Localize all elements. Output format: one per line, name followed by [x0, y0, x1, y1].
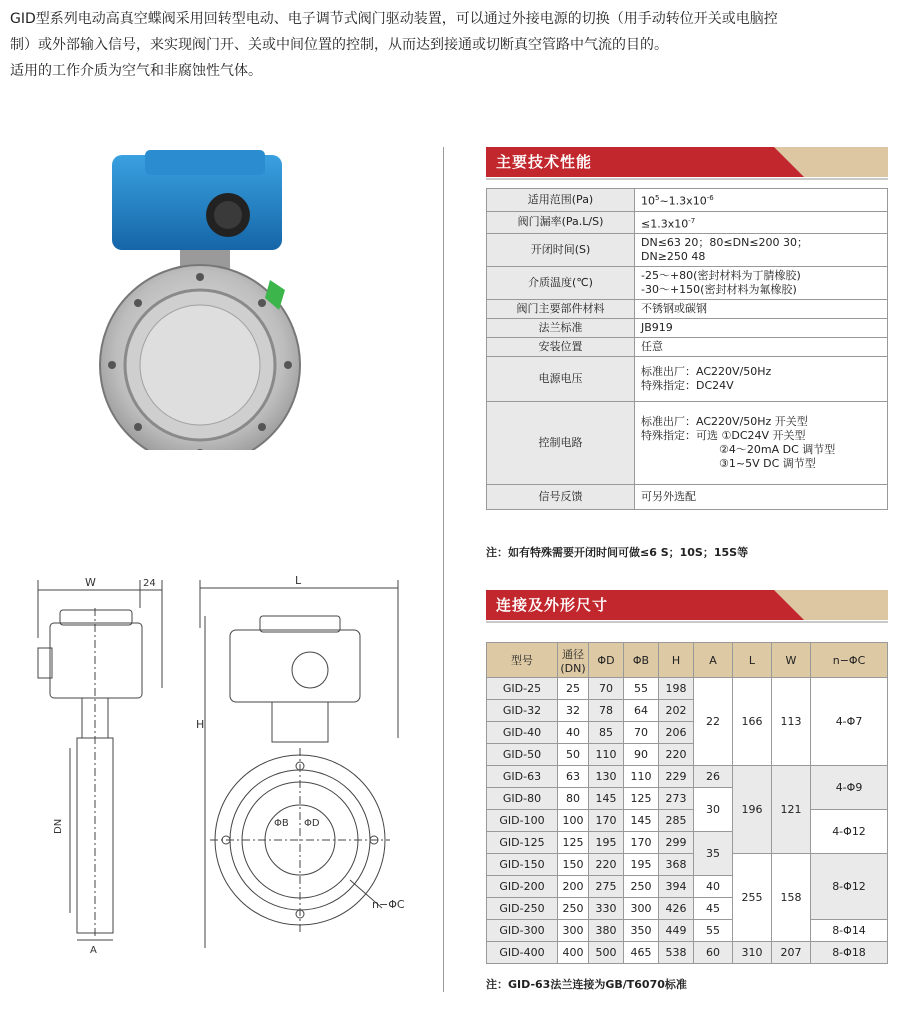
divider-line — [443, 147, 444, 992]
table-row: GID-125 125 195 170 299 35 — [487, 832, 888, 854]
spec-row — [487, 234, 888, 267]
spec-row — [487, 338, 888, 357]
spec-key: 法兰标准 — [487, 319, 635, 338]
table-row: GID-200 200 275 250 394 40 — [487, 876, 888, 898]
spec-key: 信号反馈 — [487, 485, 635, 510]
spec-row — [487, 300, 888, 319]
spec-value: DN≤63 20；80≤DN≤200 30； DN≥250 48 — [635, 234, 888, 267]
spec-row — [487, 267, 888, 300]
col-dn: 通径 (DN) — [558, 643, 589, 678]
col-nc: n−ΦC — [811, 643, 888, 678]
dims-table — [486, 642, 888, 964]
spec-row — [487, 485, 888, 510]
spec-key: 电源电压 — [487, 357, 635, 402]
intro-line: GID型系列电动高真空蝶阀采用回转型电动、电子调节式阀门驱动装置，可以通过外接电源的切换（用手动转位开关或电脑控 — [10, 11, 778, 27]
spec-banner — [486, 147, 888, 177]
dim-od-label: ΦD — [304, 818, 320, 829]
dims-header-row — [487, 643, 888, 678]
table-row: GID-300 300 380 350 449 55 8-Φ14 — [487, 920, 888, 942]
dim-nc-label: n−ΦC — [372, 898, 405, 911]
spec-value: $10^5\sim 1.3x10^{-6}$ — [635, 189, 888, 212]
dims-title: 连接及外形尺寸 — [496, 596, 609, 614]
spec-note: 注：如有特殊需要开闭时间可做≤6 S；10S；15S等 — [486, 546, 749, 559]
dim-dn-label: DN — [53, 818, 64, 834]
spec-row — [487, 357, 888, 402]
table-row: GID-25 25 70 55 198 22 166 113 4-Φ7 — [487, 678, 888, 700]
dims-banner — [486, 590, 888, 620]
spec-row — [487, 319, 888, 338]
dimension-drawing — [20, 568, 440, 958]
table-row: GID-150 150 220 195 368 255 158 8-Φ12 — [487, 854, 888, 876]
col-h: H — [659, 643, 694, 678]
spec-key: 介质温度(℃) — [487, 267, 635, 300]
col-ob: ΦB — [624, 643, 659, 678]
spec-value: $\le 1.3x10^{-7}$ — [635, 211, 888, 234]
dim-h-label: H — [196, 718, 205, 731]
spec-key: 适用范围(Pa) — [487, 189, 635, 212]
spec-row — [487, 402, 888, 485]
intro-line: 适用的工作介质为空气和非腐蚀性气体。 — [10, 63, 262, 79]
spec-title: 主要技术性能 — [496, 153, 593, 171]
table-row: GID-100 100 170 145 285 4-Φ12 — [487, 810, 888, 832]
spec-key: 安装位置 — [487, 338, 635, 357]
table-row: GID-40 40 85 70 206 — [487, 722, 888, 744]
spec-table — [486, 188, 888, 510]
spec-key: 开闭时间(S) — [487, 234, 635, 267]
intro-line: 制）或外部输入信号，来实现阀门开、关或中间位置的控制，从而达到接通或切断真空管路中气流的目的。 — [10, 37, 668, 53]
col-l: L — [733, 643, 772, 678]
spec-value: JB919 — [635, 319, 888, 338]
spec-row — [487, 211, 888, 234]
spec-value: -25～+80(密封材料为丁腈橡胶) -30～+150(密封材料为氟橡胶) — [635, 267, 888, 300]
col-a: A — [694, 643, 733, 678]
spec-key: 控制电路 — [487, 402, 635, 485]
dim-l-label: L — [295, 574, 302, 587]
spec-row — [487, 189, 888, 212]
dim-ob-label: ΦB — [274, 818, 289, 829]
table-row: GID-400 400 500 465 538 60 310 207 8-Φ18 — [487, 942, 888, 964]
table-row: GID-50 50 110 90 220 — [487, 744, 888, 766]
dim-24-label: 24 — [143, 578, 156, 589]
table-row: GID-250 250 330 300 426 45 — [487, 898, 888, 920]
spec-key: 阀门漏率(Pa.L/S) — [487, 211, 635, 234]
spec-value: 不锈钢或碳钢 — [635, 300, 888, 319]
col-model: 型号 — [487, 643, 558, 678]
intro-text — [10, 6, 890, 84]
col-od: ΦD — [589, 643, 624, 678]
table-row: GID-63 63 130 110 229 26 196 121 4-Φ9 — [487, 766, 888, 788]
spec-value: 任意 — [635, 338, 888, 357]
spec-value: 标准出厂：AC220V/50Hz 开关型 特殊指定：可选 ①DC24V 开关型 ②4～20mA DC 调节型 ③1~5V DC 调节型 — [635, 402, 888, 485]
dim-a-label: A — [90, 945, 97, 956]
spec-key: 阀门主要部件材料 — [487, 300, 635, 319]
valve-photo — [90, 130, 330, 450]
table-row: GID-80 80 145 125 273 30 — [487, 788, 888, 810]
col-w: W — [772, 643, 811, 678]
spec-value: 标准出厂：AC220V/50Hz 特殊指定：DC24V — [635, 357, 888, 402]
spec-value: 可另外选配 — [635, 485, 888, 510]
table-row: GID-32 32 78 64 202 — [487, 700, 888, 722]
dims-note: 注：GID-63法兰连接为GB/T6070标准 — [486, 978, 687, 991]
dim-w-label: W — [85, 576, 96, 589]
